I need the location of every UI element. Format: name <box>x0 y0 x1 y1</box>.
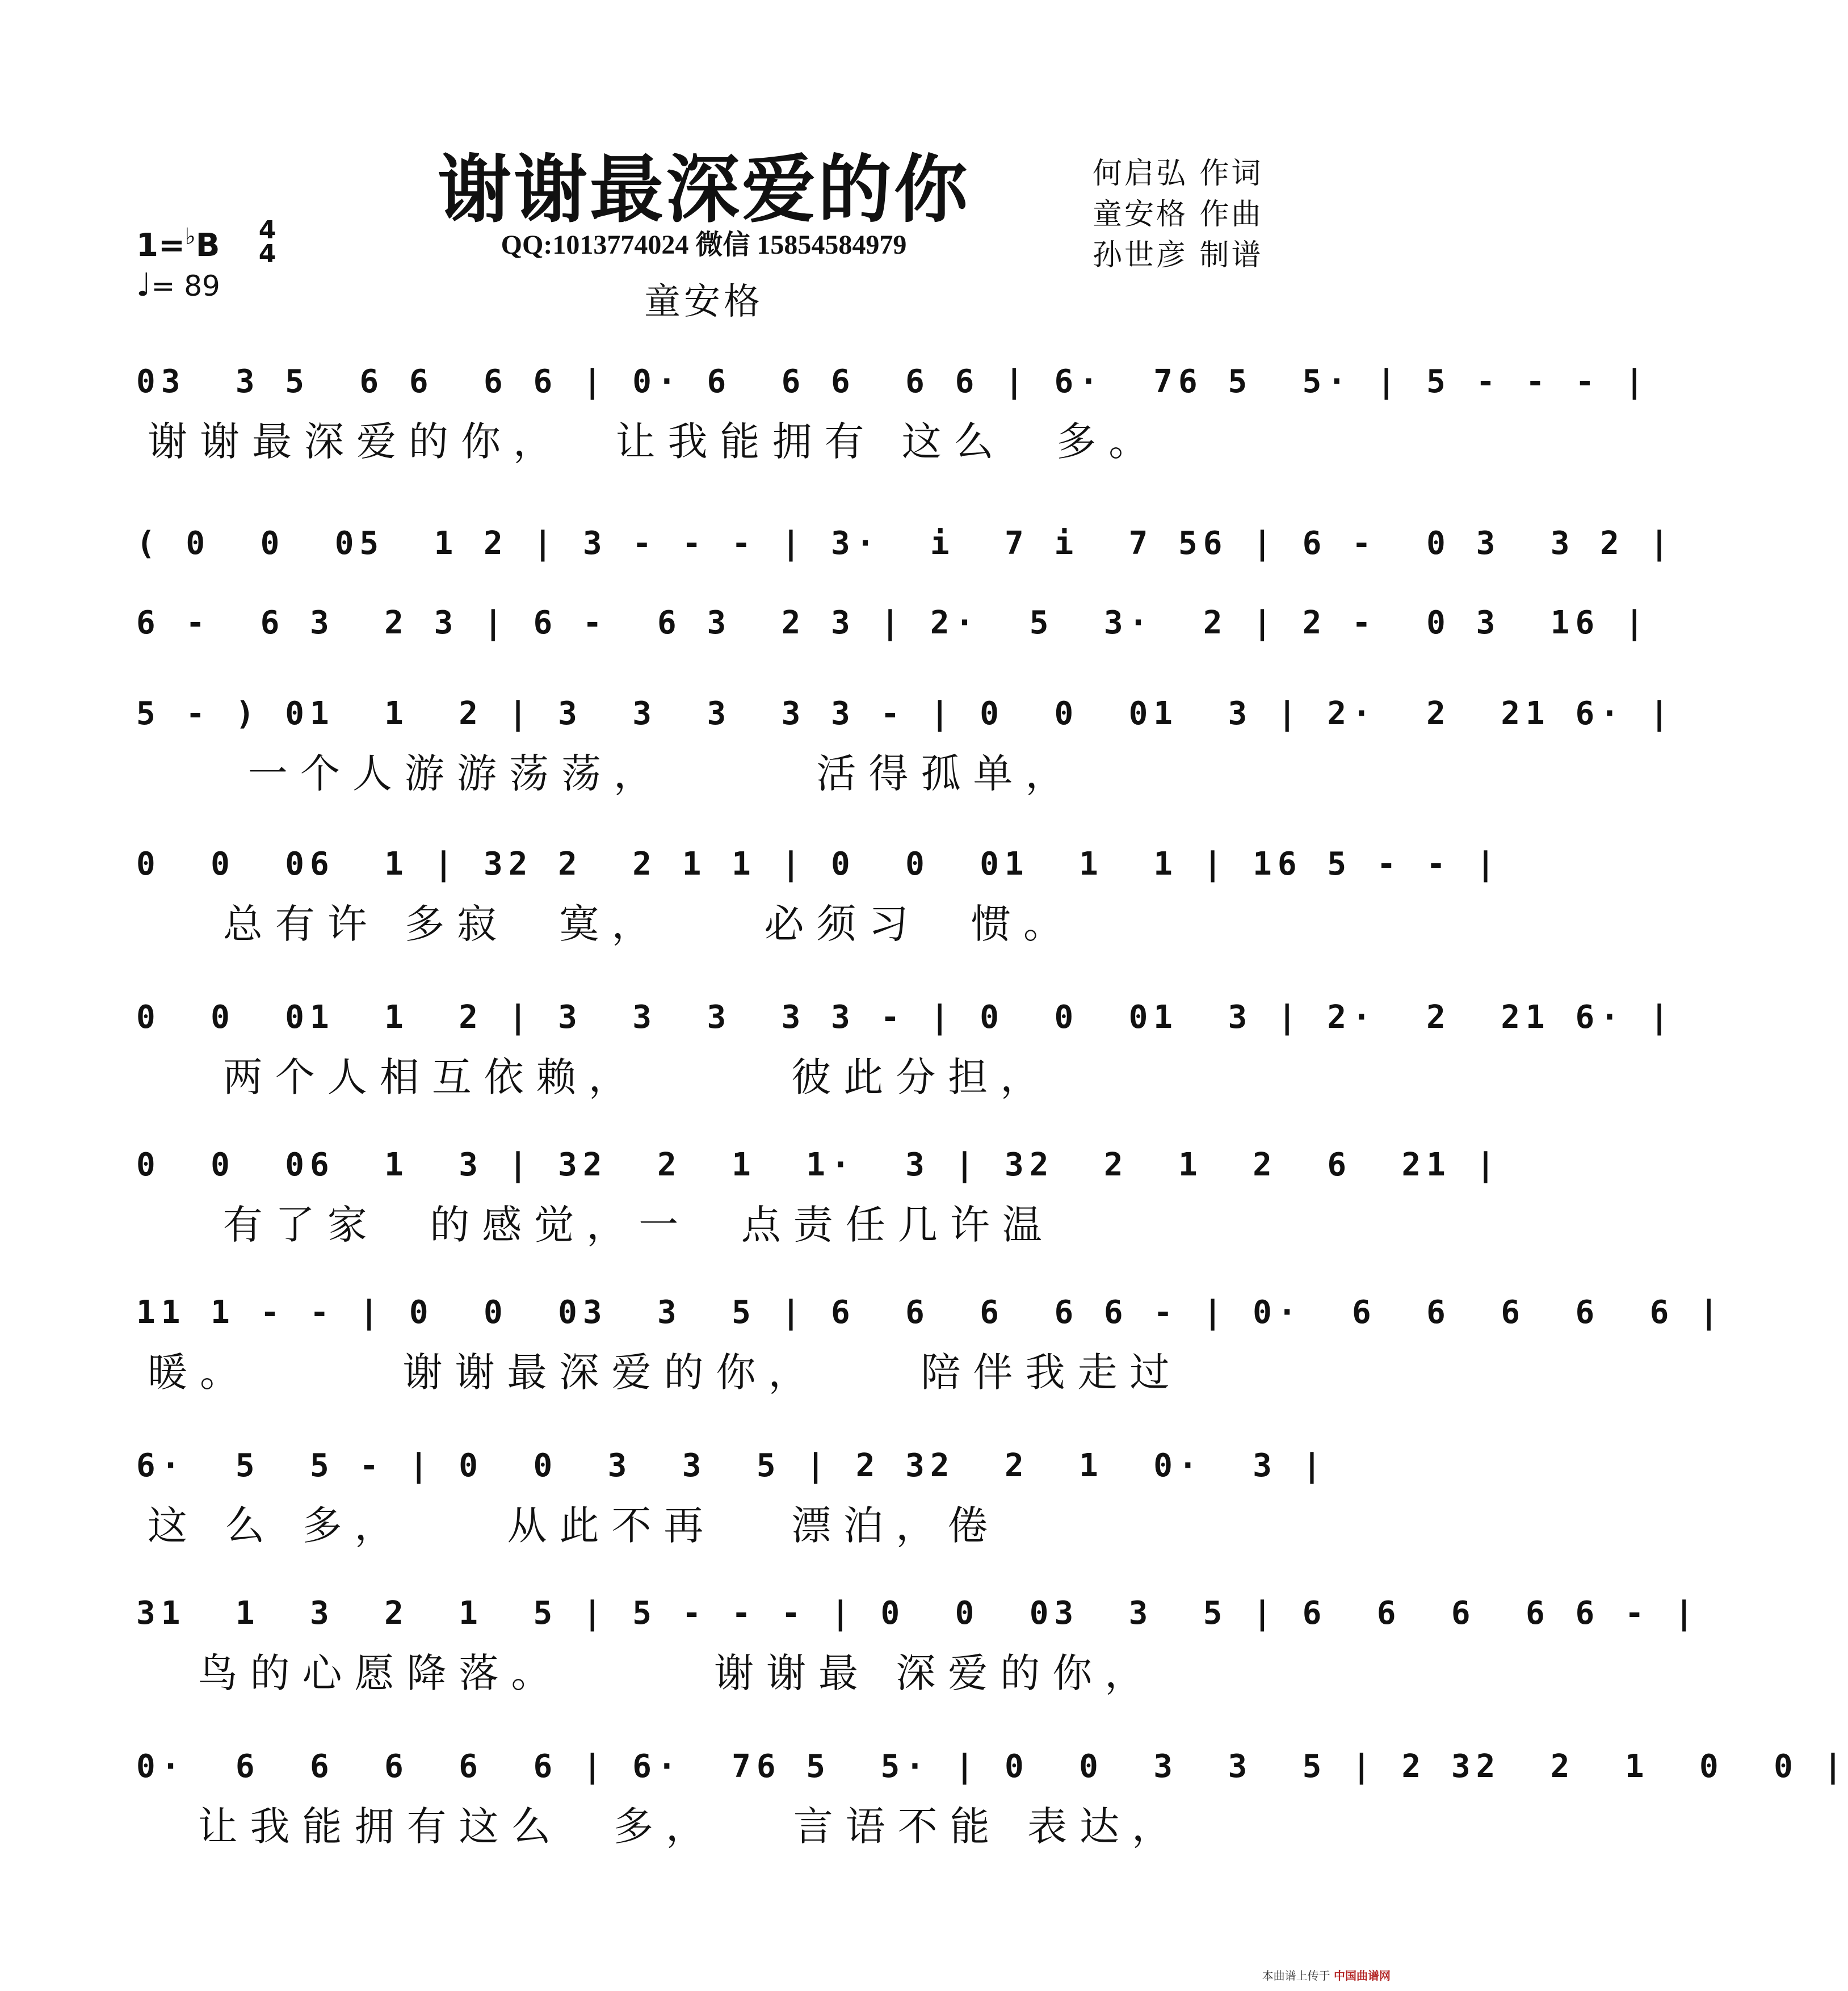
notes-line: 31 1 3 2 1 5 | 5 - - - | 0 0 03 3 5 | 6 6 6 6 6 - | <box>136 1595 1700 1632</box>
notes-line: 0 0 06 1 3 | 32 2 1 1· 3 | 32 2 1 2 6 21 | <box>136 1146 1501 1183</box>
lyricist-credit: 何启弘 作词 <box>1093 157 1263 191</box>
time-top: 4 <box>258 216 276 245</box>
score-line <box>136 999 1675 1100</box>
singer-name: 童安格 <box>644 281 763 323</box>
score-line <box>136 846 1501 947</box>
lyrics-line: 有了家 的感觉，一 点责任几许温 <box>148 1202 1055 1248</box>
quarter-note-icon: ♩ <box>136 267 152 304</box>
footer-text: 本曲谱上传于 <box>1262 1969 1330 1982</box>
score-line <box>136 1146 1501 1248</box>
notes-line: 11 1 - - | 0 0 03 3 5 | 6 6 6 6 6 - | 0· 6 6 6 6 6 | <box>136 1294 1724 1331</box>
lyrics-line: 一个人游游荡荡， 活得孤单， <box>148 750 1078 797</box>
lyrics-line: 让我能拥有这么 多， 言语不能 表达， <box>148 1803 1185 1850</box>
key-eq: = <box>158 227 185 264</box>
score-line <box>136 695 1675 797</box>
lyrics-line: 鸟的心愿降落。 谢谢最 深爱的你， <box>148 1650 1157 1696</box>
score-line <box>136 1294 1724 1396</box>
lyrics-line: 暖。 谢谢最深爱的你， 陪伴我走过 <box>148 1349 1182 1396</box>
notes-line: 6 - 6 3 2 3 | 6 - 6 3 2 3 | 2· 5 3· 2 | 2 - 0 3 16 | <box>136 604 1650 641</box>
key-signature <box>136 224 220 264</box>
score-line <box>136 1748 1848 1850</box>
key-one: 1 <box>136 227 158 264</box>
tempo-value: = 89 <box>151 270 220 303</box>
lyrics-line: 这 么 多， 从此不再 漂泊，倦 <box>148 1502 1001 1549</box>
lyrics-line: 总有许 多寂 寞， 必须习 惯。 <box>148 901 1076 947</box>
footer-site: 中国曲谱网 <box>1334 1969 1391 1982</box>
score-line <box>136 1447 1328 1549</box>
lyrics-line: 谢谢最深爱的你， 让我能拥有 这么 多。 <box>148 418 1161 465</box>
score-line <box>136 525 1675 593</box>
page-title: 谢谢最深爱的你 <box>437 146 970 233</box>
notes-line: 0 0 06 1 | 32 2 2 1 1 | 0 0 01 1 1 | 16 5 - - | <box>136 846 1501 883</box>
notes-line: 03 3 5 6 6 6 6 | 0· 6 6 6 6 6 | 6· 76 5 5· | 5 - - - | <box>136 363 1650 400</box>
transcriber-credit: 孙世彦 制谱 <box>1093 238 1263 272</box>
key-letter: B <box>195 227 220 264</box>
notes-line: 0· 6 6 6 6 6 | 6· 76 5 5· | 0 0 3 3 5 | 2 32 2 1 0 0 | <box>136 1748 1848 1785</box>
notes-line: 5 - ) 01 1 2 | 3 3 3 3 3 - | 0 0 01 3 | 2· 2 21 6· | <box>136 695 1675 732</box>
score-line <box>136 604 1650 673</box>
tempo-marking <box>136 267 220 304</box>
contact-info: QQ:1013774024 微信 15854584979 <box>501 230 907 260</box>
time-signature <box>253 216 282 268</box>
flat-icon: ♭ <box>184 224 196 250</box>
lyrics-line: 两个人相互依赖， 彼此分担， <box>148 1054 1053 1100</box>
time-bottom: 4 <box>258 240 276 268</box>
score-line <box>136 1595 1700 1696</box>
notes-line: ( 0 0 05 1 2 | 3 - - - | 3· i 7 i 7 56 | 6 - 0 3 3 2 | <box>136 525 1675 562</box>
footer-watermark <box>1262 1967 1391 1983</box>
score-line <box>136 363 1650 465</box>
notes-line: 0 0 01 1 2 | 3 3 3 3 3 - | 0 0 01 3 | 2· 2 21 6· | <box>136 999 1675 1036</box>
composer-credit: 童安格 作曲 <box>1093 198 1263 232</box>
notes-line: 6· 5 5 - | 0 0 3 3 5 | 2 32 2 1 0· 3 | <box>136 1447 1328 1484</box>
